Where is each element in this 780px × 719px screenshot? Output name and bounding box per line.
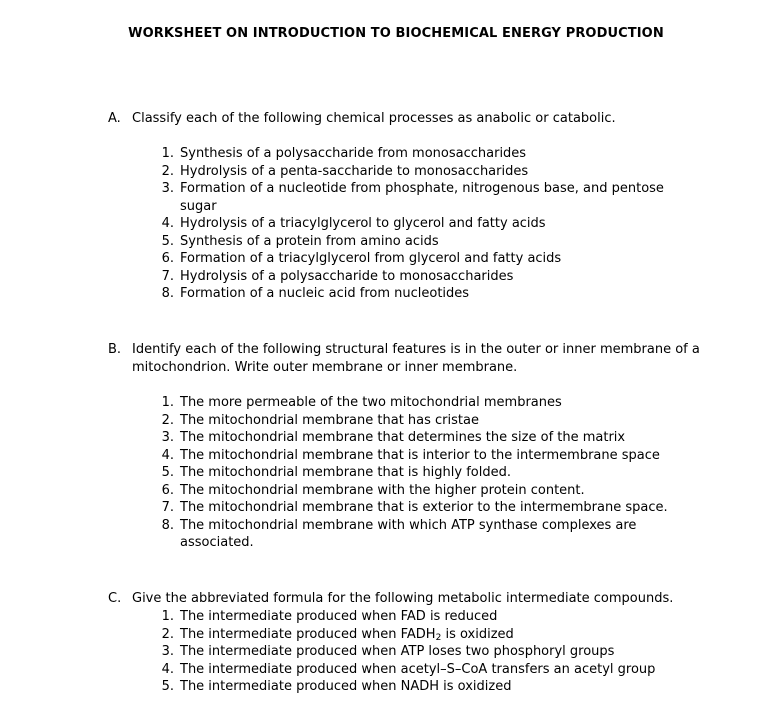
item-text: The mitochondrial membrane that is highly folded. bbox=[180, 465, 511, 480]
list-item bbox=[108, 394, 700, 412]
item-number: 6. bbox=[161, 482, 174, 498]
list-item bbox=[108, 233, 700, 251]
item-number: 3. bbox=[161, 644, 174, 659]
item-text: The intermediate produced when ATP loses two phosphoryl groups bbox=[180, 644, 615, 659]
item-text: The mitochondrial membrane with which ATP synthase complexes are associated. bbox=[180, 517, 637, 550]
section-b-heading bbox=[108, 341, 728, 377]
section-b-letter: B. bbox=[108, 342, 122, 357]
item-text: The mitochondrial membrane that is interior to the intermembrane space bbox=[180, 447, 660, 463]
item-text: Hydrolysis of a triacylglycerol to glycerol and fatty acids bbox=[180, 216, 546, 231]
worksheet-title: WORKSHEET ON INTRODUCTION TO BIOCHEMICAL ENERGY PRODUCTION bbox=[128, 26, 664, 41]
item-text: The more permeable of the two mitochondrial membranes bbox=[180, 395, 562, 410]
section-c bbox=[108, 590, 728, 696]
item-number: 3. bbox=[161, 430, 174, 445]
section-b bbox=[108, 341, 728, 552]
item-number: 1. bbox=[161, 609, 174, 624]
list-item bbox=[108, 180, 700, 215]
item-number: 5. bbox=[161, 679, 174, 694]
item-number: 3. bbox=[161, 181, 174, 196]
section-c-letter: C. bbox=[108, 591, 122, 606]
section-c-list bbox=[108, 608, 728, 696]
item-text: Formation of a triacylglycerol from glycerol and fatty acids bbox=[180, 251, 562, 266]
list-item bbox=[108, 661, 700, 679]
list-item bbox=[108, 285, 700, 303]
list-item bbox=[108, 482, 700, 500]
item-text: The mitochondrial membrane that is exterior to the intermembrane space. bbox=[180, 500, 668, 515]
item-text-after: is oxidized bbox=[441, 626, 514, 642]
section-a-letter: A. bbox=[108, 111, 121, 126]
item-number: 6. bbox=[161, 251, 174, 266]
list-item bbox=[108, 163, 700, 181]
list-item bbox=[108, 499, 700, 517]
item-text: The intermediate produced when NADH is oxidized bbox=[180, 679, 512, 694]
section-c-heading bbox=[108, 590, 728, 608]
section-a-list bbox=[108, 145, 728, 303]
list-item bbox=[108, 268, 700, 286]
item-number: 8. bbox=[161, 517, 174, 533]
subscript: 2 bbox=[435, 632, 442, 643]
list-item bbox=[108, 517, 700, 552]
item-text: The intermediate produced when acetyl–S–CoA transfers an acetyl group bbox=[180, 661, 656, 677]
list-item bbox=[108, 464, 700, 482]
item-number: 2. bbox=[161, 163, 174, 179]
item-text: Formation of a nucleic acid from nucleotides bbox=[180, 286, 470, 301]
section-a-heading bbox=[108, 110, 728, 128]
item-number: 7. bbox=[161, 268, 174, 284]
item-text-before: The intermediate produced when FADH bbox=[180, 626, 436, 642]
item-number: 2. bbox=[161, 412, 174, 428]
list-item bbox=[108, 215, 700, 233]
item-number: 5. bbox=[161, 465, 174, 480]
item-text: The intermediate produced when FAD is reduced bbox=[180, 609, 498, 624]
list-item bbox=[108, 447, 700, 465]
item-number: 5. bbox=[161, 233, 174, 249]
item-number: 4. bbox=[161, 447, 174, 463]
list-item bbox=[108, 626, 700, 644]
section-b-list bbox=[108, 394, 728, 552]
item-number: 8. bbox=[161, 286, 174, 301]
item-text: Hydrolysis of a polysaccharide to monosaccharides bbox=[180, 268, 514, 284]
item-number: 7. bbox=[161, 500, 174, 515]
item-text: Hydrolysis of a penta-saccharide to monosaccharides bbox=[180, 163, 529, 179]
section-a bbox=[108, 110, 728, 303]
item-text: The mitochondrial membrane with the higher protein content. bbox=[180, 482, 585, 498]
item-text: The mitochondrial membrane that has cristae bbox=[180, 412, 479, 428]
item-number: 1. bbox=[161, 146, 174, 161]
item-text: Formation of a nucleotide from phosphate, nitrogenous base, and pentose sugar bbox=[180, 181, 664, 214]
section-b-instruction: Identify each of the following structural features is in the outer or inner membrane of a mitochondrion. Write outer membrane or inner membrane. bbox=[132, 342, 700, 375]
item-number: 1. bbox=[161, 395, 174, 410]
item-number: 4. bbox=[161, 216, 174, 231]
list-item bbox=[108, 678, 700, 696]
list-item bbox=[108, 608, 700, 626]
item-text: Synthesis of a protein from amino acids bbox=[180, 233, 439, 249]
item-text: The mitochondrial membrane that determines the size of the matrix bbox=[180, 430, 626, 445]
list-item bbox=[108, 145, 700, 163]
section-c-instruction: Give the abbreviated formula for the following metabolic intermediate compounds. bbox=[132, 591, 674, 606]
item-number: 2. bbox=[161, 626, 174, 642]
list-item bbox=[108, 250, 700, 268]
section-a-instruction: Classify each of the following chemical processes as anabolic or catabolic. bbox=[132, 111, 616, 126]
list-item bbox=[108, 412, 700, 430]
item-number: 4. bbox=[161, 661, 174, 677]
list-item bbox=[108, 643, 700, 661]
list-item bbox=[108, 429, 700, 447]
item-text: Synthesis of a polysaccharide from monosaccharides bbox=[180, 146, 527, 161]
